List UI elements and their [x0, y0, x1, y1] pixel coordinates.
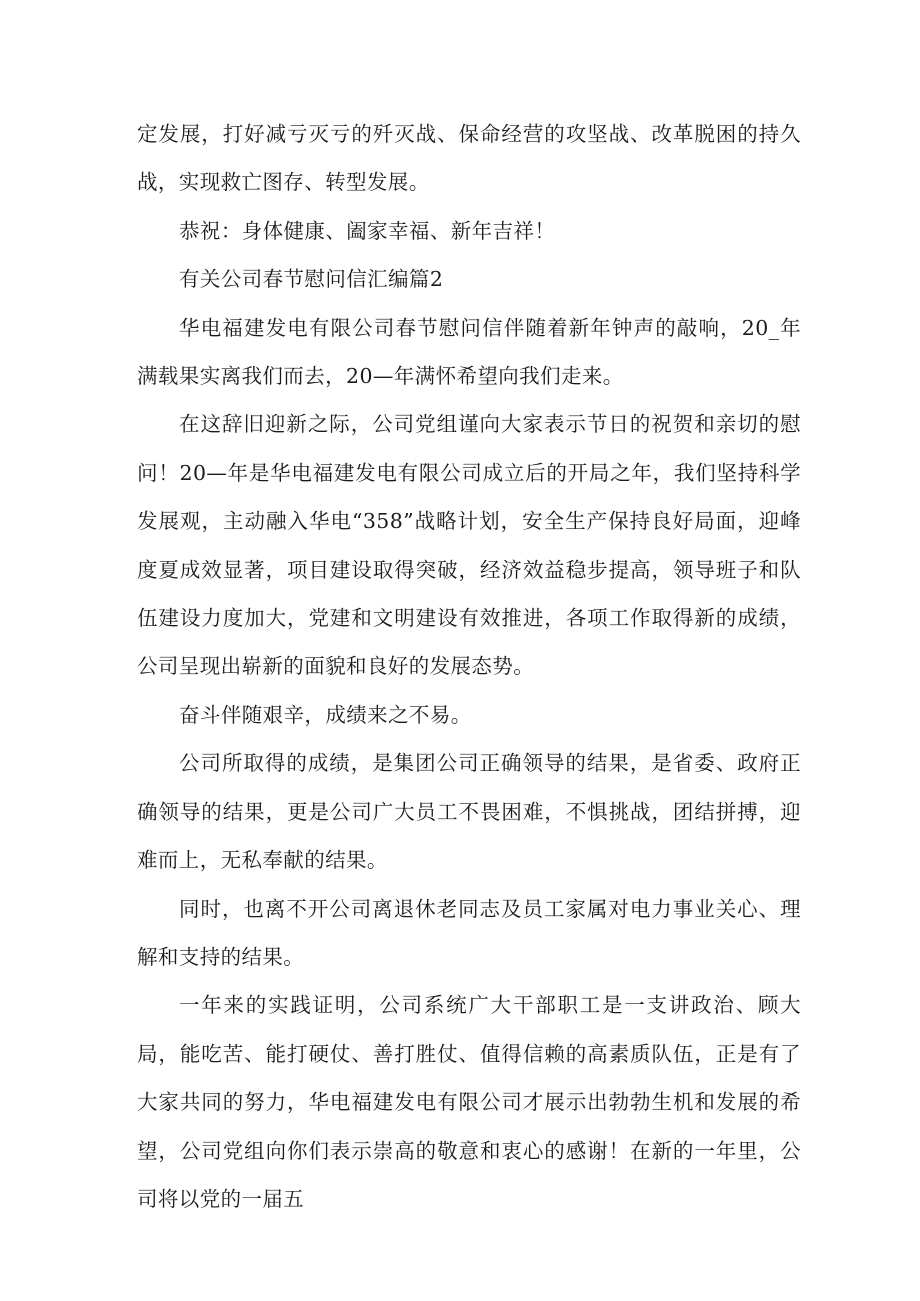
paragraph-5: 在这辞旧迎新之际，公司党组谨向大家表示节日的祝贺和亲切的慰问！20—年是华电福建发电有限公司成立后的开局之年，我们坚持科学发展观，主动融入华电“358”战略计划，安全生产保持良好局面，迎峰度夏成效显著，项目建设取得突破，经济效益稳步提高，领导班子和队伍建设力度加大，党建和文明建设有效推进，各项工作取得新的成绩，公司呈现出崭新的面貌和良好的发展态势。: [137, 412, 801, 679]
paragraph-9: 一年来的实践证明，公司系统广大干部职工是一支讲政治、顾大局，能吃苦、能打硬仗、善打胜仗、值得信赖的高素质队伍，正是有了大家共同的努力，华电福建发电有限公司才展示出勃勃生机和发展的希望，公司党组向你们表示崇高的敬意和衷心的感谢！在新的一年里，公司将以党的一届五: [137, 993, 801, 1211]
paragraph-1: 定发展，打好减亏灭亏的歼灭战、保命经营的攻坚战、改革脱困的持久战，实现救亡图存、转型发展。: [137, 122, 801, 195]
paragraph-4: 华电福建发电有限公司春节慰问信伴随着新年钟声的敲响，20_年满载果实离我们而去，20—年满怀希望向我们走来。: [137, 315, 801, 389]
paragraph-8: 同时，也离不开公司离退休老同志及员工家属对电力事业关心、理解和支持的结果。: [137, 896, 801, 969]
paragraph-6: 奋斗伴随艰辛，成绩来之不易。: [179, 702, 472, 727]
section-heading: 有关公司春节慰问信汇编篇2: [179, 267, 444, 292]
paragraph-7: 公司所取得的成绩，是集团公司正确领导的结果，是省委、政府正确领导的结果，更是公司广大员工不畏困难，不惧挑战，团结拼搏，迎难而上，无私奉献的结果。: [137, 751, 801, 873]
paragraph-2: 恭祝：身体健康、阖家幸福、新年吉祥！: [179, 218, 556, 243]
document-body: [137, 110, 801, 1223]
